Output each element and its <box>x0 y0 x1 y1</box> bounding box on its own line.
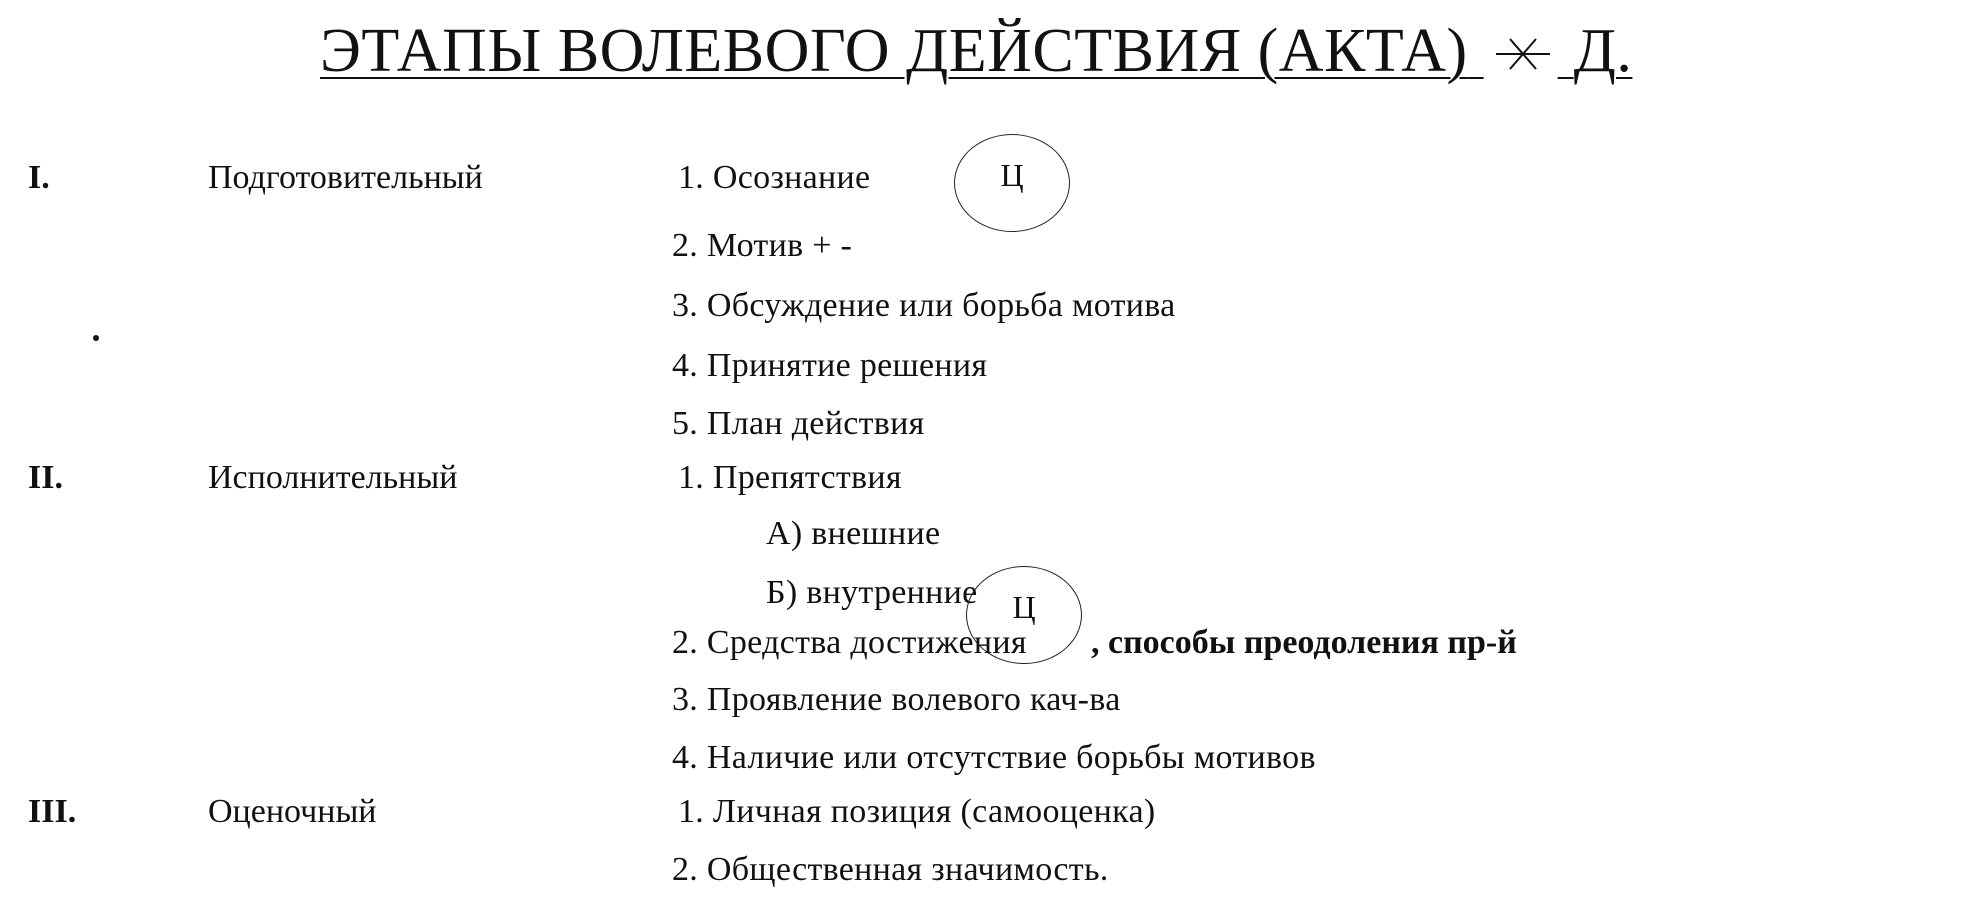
circle-c-marker-1 <box>954 134 1070 232</box>
stage-1-item-3: 3. Обсуждение или борьба мотива <box>672 287 1176 324</box>
stage-3-numeral: III. <box>28 793 77 830</box>
page-title <box>320 14 1632 88</box>
stage-3-item-1: 1. Личная позиция (самооценка) <box>678 793 1156 830</box>
stage-3-name: Оценочный <box>208 793 377 830</box>
crossed-arrow-symbol-icon <box>1494 31 1552 77</box>
circle-c-label-1: Ц <box>1000 156 1024 193</box>
stage-2-item-1: 1. Препятствия <box>678 459 902 496</box>
stage-1-item-2: 2. Мотив + - <box>672 227 853 264</box>
stage-1-name: Подготовительный <box>208 159 483 196</box>
stage-2-item-4: 4. Наличие или отсутствие борьбы мотивов <box>672 739 1316 776</box>
stage-2-name: Исполнительный <box>208 459 458 496</box>
title-suffix: Д. <box>1573 17 1633 85</box>
stage-1-item-1: 1. Осознание <box>678 159 871 196</box>
stage-1-numeral: I. <box>28 159 50 196</box>
stage-1-item-4: 4. Принятие решения <box>672 347 988 384</box>
stage-3-item-2: 2. Общественная значимость. <box>672 851 1109 888</box>
stage-2-subitem-a: А) внешние <box>766 515 941 552</box>
stage-1-item-5: 5. План действия <box>672 405 925 442</box>
stray-dot <box>93 335 99 341</box>
stage-2-item-2-tail: , способы преодоления пр-й <box>1091 624 1517 661</box>
stage-2-numeral: II. <box>28 459 63 496</box>
stage-2-item-3: 3. Проявление волевого кач-ва <box>672 681 1121 718</box>
stage-2-item-2: 2. Средства достижения <box>672 624 1027 661</box>
circle-c-label-2: Ц <box>1012 588 1036 625</box>
title-text: ЭТАПЫ ВОЛЕВОГО ДЕЙСТВИЯ (АКТА) <box>320 17 1468 85</box>
stage-2-subitem-b: Б) внутренние <box>766 574 978 611</box>
